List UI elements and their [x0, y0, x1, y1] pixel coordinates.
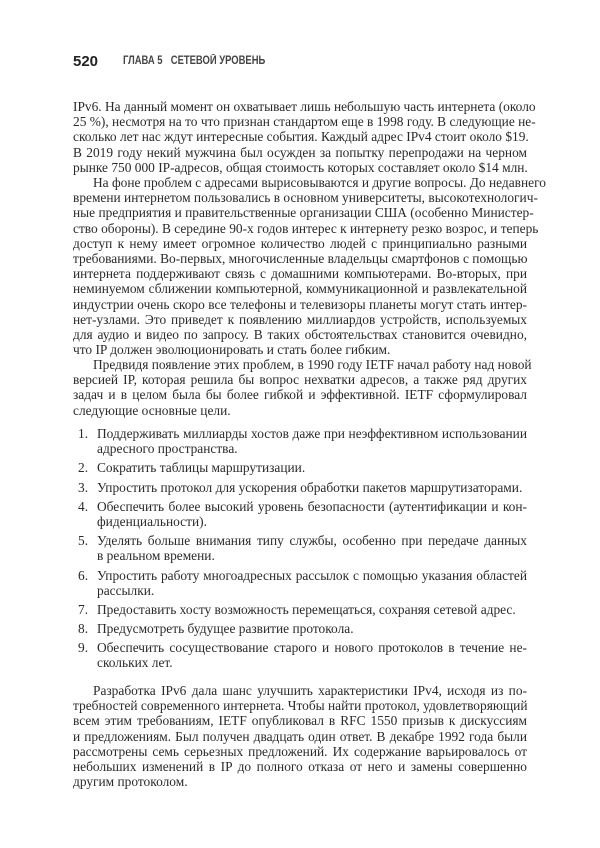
text-line: фиденциальности). — [97, 513, 207, 529]
text-line: сколько лет нас ждут интересные события. Каждый адрес IPv4 стоит около $19. — [73, 129, 529, 145]
text-line: небольших изменений в IP до полного отказа от него и замены совершенно — [73, 758, 527, 774]
text-line: Упростить протокол для ускорения обработки пакетов маршрутизаторами. — [97, 479, 523, 495]
chapter-title — [123, 55, 265, 67]
text-line: нет-узлами. Это приведет к появлению миллиардов устройств, используемых — [73, 311, 527, 327]
list-number: 4. — [78, 498, 89, 514]
list-item — [73, 621, 527, 636]
text-line: В 2019 году некий мужчина был осужден за попытку перепродажи на черном — [73, 144, 527, 160]
paragraph-3 — [73, 357, 532, 418]
list-item — [73, 602, 527, 617]
text-line: Обеспечить более высокий уровень безопасности (аутентификации и кон- — [97, 498, 527, 514]
text-line: Разработка IPv6 дала шанс улучшить характеристики IPv4, исходя из по- — [93, 683, 527, 698]
text-line: Предоставить хосту возможность перемещаться, сохраняя сетевой адрес. — [97, 601, 516, 617]
text-line: требованиями. Во-первых, многочисленные владельцы смартфонов с помощью — [73, 250, 528, 266]
text-line: времени интернетом пользовались в основном университеты, высокотехнологич- — [73, 190, 538, 206]
list-item — [73, 480, 527, 495]
text-line: Предусмотреть будущее развитие протокола. — [97, 621, 354, 637]
paragraph-1 — [73, 99, 536, 175]
list-number: 8. — [78, 621, 89, 637]
text-line: IPv6. На данный момент он охватывает лишь небольшую часть интернета (около — [73, 99, 536, 114]
text-line: требностей современного интернета. Чтобы найти протокол, удовлетворяющий — [73, 698, 528, 714]
list-item — [73, 426, 527, 456]
list-item — [73, 568, 527, 598]
text-line: ные предприятия и правительственные организации США (особенно Министер- — [73, 205, 534, 221]
text-line: Упростить работу многоадресных рассылок с помощью указания областей — [97, 567, 527, 583]
text-line: Поддерживать миллиарды хостов даже при неэффективном использовании — [97, 426, 527, 441]
list-item — [73, 533, 527, 563]
text-line: индустрии очень скоро все телефоны и телевизоры планеты могут стать интер- — [73, 296, 527, 312]
text-line: рассылки. — [97, 582, 155, 598]
paragraph-4 — [73, 683, 527, 789]
page-number: 520 — [73, 53, 99, 70]
text-line: доступ к нему имеет огромное количество людей с принципиально разными — [73, 235, 527, 251]
paragraph-2 — [73, 175, 546, 358]
text-line: ство обороны). В середине 90-х годов интерес к интернету резко возрос, и теперь — [73, 220, 539, 236]
text-line: Предвидя появление этих проблем, в 1990 году IETF начал работу над новой — [93, 357, 532, 372]
text-line: рынке 750 000 IP-адресов, общая стоимость которых составляет около $14 млн. — [73, 159, 528, 175]
list-number: 6. — [78, 567, 89, 583]
text-line: рассмотрены семь серьезных предложений. Их содержание варьировалось от — [73, 743, 527, 759]
list-number: 5. — [78, 533, 89, 549]
text-line: для аудио и видео по запросу. В таких обстоятельствах становится очевидно, — [73, 326, 527, 342]
chapter-label: ГЛАВА 5 — [123, 55, 163, 67]
running-header — [73, 53, 266, 71]
goals-list — [73, 426, 527, 675]
list-item — [73, 499, 527, 529]
list-number: 7. — [78, 601, 89, 617]
text-line: всем этим требованиям, IETF опубликовал в RFC 1550 призыв к дискуссиям — [73, 713, 527, 729]
text-line: в реальном времени. — [97, 548, 215, 564]
text-line: другим протоколом. — [73, 774, 188, 790]
text-line: следующие основные цели. — [73, 402, 231, 418]
list-item — [73, 640, 527, 670]
text-line: 25 %), несмотря на то что признан стандартом еще в 1998 году. В следующие не- — [73, 114, 536, 130]
text-line: и предложениям. Был получен двадцать один ответ. В декабре 1992 года были — [73, 728, 527, 744]
list-number: 3. — [78, 479, 89, 495]
list-number: 2. — [78, 460, 89, 476]
text-line: Сократить таблицы маршрутизации. — [97, 460, 306, 476]
list-number: 9. — [78, 640, 89, 656]
text-line: задач и в целом была бы более гибкой и эффективной. IETF сформулировал — [73, 387, 527, 403]
text-line: неминуемом сближении компьютерной, коммуникационной и развлекательной — [73, 281, 527, 297]
section-label: СЕТЕВОЙ УРОВЕНЬ — [170, 55, 266, 67]
text-line: скольких лет. — [97, 655, 173, 671]
text-line: Уделять больше внимания типу службы, особенно при передаче данных — [97, 533, 527, 549]
text-line: Обеспечить сосуществование старого и нового протоколов в течение не- — [97, 640, 527, 656]
text-line: интернета поддерживают связь с домашними компьютерами. Во-вторых, при — [73, 266, 527, 282]
list-item — [73, 460, 527, 475]
list-number: 1. — [78, 426, 89, 441]
text-line: версией IP, которая решила бы вопрос нехватки адресов, а также ряд других — [73, 372, 527, 388]
text-line: На фоне проблем с адресами вырисовываются и другие вопросы. До недавнего — [93, 175, 546, 190]
text-line: адресного пространства. — [97, 441, 238, 457]
text-line: что IP должен эволюционировать и стать более гибким. — [73, 342, 391, 358]
